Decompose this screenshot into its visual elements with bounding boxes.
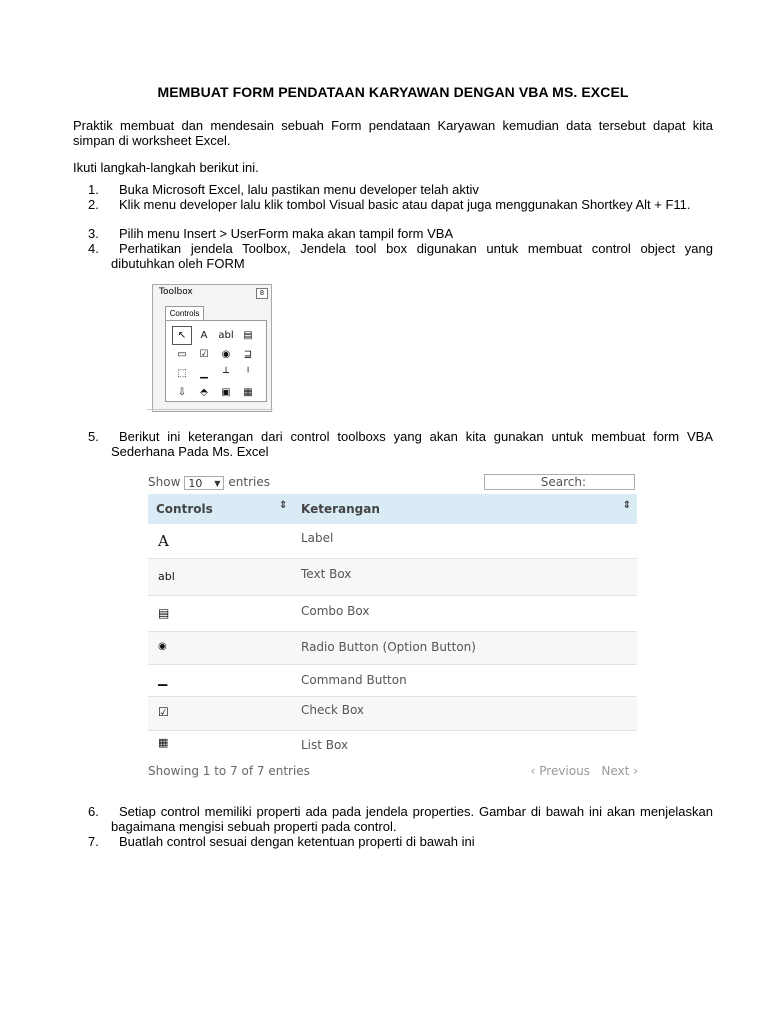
- tabstrip-icon: ┴: [222, 368, 230, 379]
- row-description: List Box: [301, 738, 349, 752]
- list-text: Pilih menu Insert > UserForm maka akan tampil form VBA: [119, 226, 454, 241]
- entries-select: 10 ▼: [184, 476, 224, 490]
- entries-selector: [148, 475, 270, 490]
- command-button-icon: ▁: [158, 672, 168, 686]
- table-row: [148, 632, 637, 665]
- row-description: Check Box: [301, 703, 365, 717]
- tab-controls: Controls: [165, 306, 204, 321]
- combobox-icon: ▤: [158, 606, 170, 620]
- table-row: [148, 596, 637, 632]
- toolbox-panel: [165, 320, 267, 402]
- option-button-icon: ◉: [158, 641, 167, 652]
- entries-label: entries: [228, 475, 270, 489]
- list-text: Setiap control memiliki properti ada pada jendela properties. Gambar di bawah ini akan menjelaskan bagaimana mengisi sebuah properti pada control.: [111, 804, 713, 834]
- page-title: MEMBUAT FORM PENDATAAN KARYAWAN DENGAN VBA MS. EXCEL: [157, 84, 629, 100]
- select-pointer-icon: ↖: [172, 326, 192, 345]
- command-button-icon: ▁: [200, 368, 208, 379]
- list-text: Berikut ini keterangan dari control toolboxs yang akan kita gunakan untuk membuat form VBA Sederhana Pada Ms. Excel: [111, 429, 713, 459]
- checkbox-icon: ☑: [199, 349, 209, 360]
- toolbox-window: [152, 284, 272, 412]
- textbox-icon: abl: [158, 570, 175, 583]
- next-link: Next ›: [601, 764, 638, 778]
- table-row: [148, 524, 637, 559]
- spinbutton-icon: ⬘: [200, 387, 208, 398]
- toolbox-grid: [172, 326, 260, 402]
- toolbox-title: Toolbox: [159, 287, 193, 297]
- table-row: [148, 665, 637, 697]
- close-icon: 8: [256, 288, 268, 299]
- label-icon: A: [200, 330, 208, 341]
- list-number: 1.: [88, 182, 99, 197]
- textbox-icon: abl: [218, 330, 234, 341]
- row-description: Label: [301, 531, 334, 545]
- sort-icon: ⇕: [622, 500, 631, 511]
- table-row: [148, 731, 637, 757]
- pagination: [531, 764, 638, 778]
- steps-intro: Ikuti langkah-langkah berikut ini.: [73, 160, 259, 175]
- refedit-icon: ▦: [243, 387, 253, 398]
- table-info: Showing 1 to 7 of 7 entries: [148, 764, 310, 778]
- checkbox-icon: ☑: [158, 705, 169, 719]
- label-icon: A: [158, 532, 169, 550]
- controls-table: [148, 470, 638, 782]
- table-row: [148, 559, 637, 596]
- list-text: Buatlah control sesuai dengan ketentuan properti di bawah ini: [119, 834, 475, 849]
- dropdown-arrow-icon: ▼: [214, 478, 221, 488]
- table-row: [148, 697, 637, 731]
- intro-paragraph: Praktik membuat dan mendesain sebuah Form pendataan Karyawan kemudian data tersebut dapat kita simpan di worksheet Excel.: [73, 118, 713, 148]
- previous-link: ‹ Previous: [530, 764, 590, 778]
- list-text: Buka Microsoft Excel, lalu pastikan menu developer telah aktiv: [119, 182, 479, 197]
- figure-divider: [147, 409, 273, 410]
- image-icon: ▣: [221, 387, 231, 398]
- list-text: Klik menu developer lalu klik tombol Visual basic atau dapat juga menggunakan Shortkey Alt + F11.: [119, 197, 691, 212]
- listbox-icon: ▭: [177, 349, 187, 360]
- scrollbar-icon: ⇩: [177, 387, 187, 398]
- list-number: 3.: [88, 226, 99, 241]
- row-description: Command Button: [301, 673, 407, 687]
- row-description: Text Box: [301, 567, 352, 581]
- list-number: 7.: [88, 834, 99, 849]
- list-number: 2.: [88, 197, 99, 212]
- search-label: Search:: [540, 475, 586, 489]
- sort-icon: ⇕: [279, 500, 288, 511]
- list-number: 4.: [88, 241, 99, 256]
- show-label: Show: [148, 475, 181, 489]
- multipage-icon: ╵: [244, 368, 252, 379]
- column-header-controls: Controls: [156, 502, 213, 516]
- column-header-keterangan: Keterangan: [301, 502, 380, 516]
- list-text: Perhatikan jendela Toolbox, Jendela tool box digunakan untuk membuat control object yang dibutuhkan oleh FORM: [111, 241, 713, 271]
- list-number: 6.: [88, 804, 99, 819]
- row-description: Combo Box: [301, 604, 370, 618]
- table-header: [148, 494, 637, 524]
- frame-icon: ⬚: [177, 368, 187, 379]
- listbox-icon: ▦: [158, 736, 169, 749]
- search-input: [484, 474, 635, 490]
- list-number: 5.: [88, 429, 99, 444]
- option-button-icon: ◉: [221, 349, 231, 360]
- combobox-icon: ▤: [243, 330, 253, 341]
- row-description: Radio Button (Option Button): [301, 640, 476, 654]
- toggle-button-icon: ⊒: [243, 349, 253, 360]
